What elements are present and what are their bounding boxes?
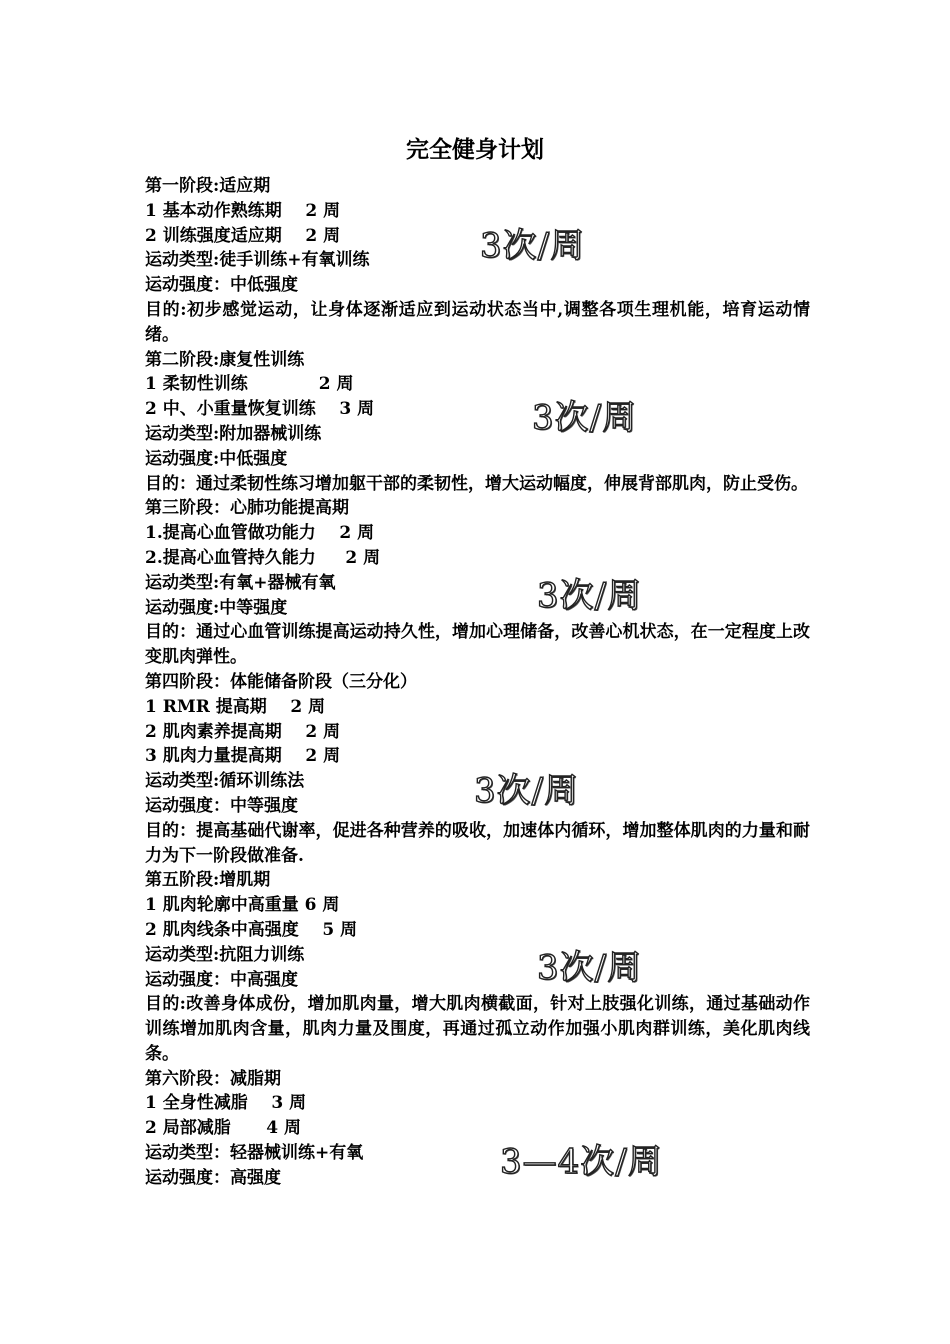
stage-1 — [145, 174, 810, 348]
stage-item: 1 全身性减脂 3 周 — [145, 1093, 307, 1114]
stage-goal: 目的:初步感觉运动，让身体逐渐适应到运动状态当中,调整各项生理机能，培育运动情绪。 — [145, 299, 810, 345]
stage-item: 1 肌肉轮廓中高重量 6 周 — [145, 895, 340, 916]
stage-item: 2 局部减脂 4 周 — [145, 1118, 302, 1139]
stage-4 — [145, 670, 810, 868]
stage-heading: 第一阶段:适应期 — [145, 176, 271, 196]
stage-goal: 目的：通过柔韧性练习增加躯干部的柔韧性，增大运动幅度，伸展背部肌肉，防止受伤。 — [145, 473, 808, 494]
stage-heading: 第五阶段:增肌期 — [145, 870, 271, 891]
stage-heading: 第二阶段:康复性训练 — [145, 349, 305, 370]
stage-item: 2 肌肉素养提高期 2 周 — [145, 721, 341, 742]
stage-item: 3 肌肉力量提高期 2 周 — [145, 746, 341, 767]
stage-heading: 第三阶段：心肺功能提高期 — [145, 498, 349, 519]
exercise-intensity: 运动强度：中等强度 — [145, 795, 298, 816]
exercise-intensity: 运动强度：中高强度 — [145, 969, 298, 990]
stage-item: 2 肌肉线条中高强度 5 周 — [145, 919, 358, 940]
stage-2 — [145, 348, 810, 497]
stage-goal: 目的：通过心血管训练提高运动持久性，增加心理储备，改善心机状态，在一定程度上改变肌肉弹性。 — [145, 622, 810, 668]
stage-item: 1 基本动作熟练期 2 周 — [145, 200, 341, 221]
exercise-type: 运动类型:附加器械训练 — [145, 423, 322, 444]
stage-item: 2 训练强度适应期 2 周 — [145, 225, 341, 246]
exercise-intensity: 运动强度：中低强度 — [145, 275, 298, 296]
frequency-callout: 3次/周 — [537, 576, 643, 616]
frequency-callout: 3—4次/周 — [500, 1142, 663, 1182]
frequency-callout: 3次/周 — [537, 948, 643, 988]
exercise-type: 运动类型:循环训练法 — [145, 771, 305, 792]
stage-goal: 目的：提高基础代谢率，促进各种营养的吸收，加速体内循环，增加整体肌肉的力量和耐力为下一阶段做准备. — [145, 820, 810, 866]
document-body — [145, 174, 810, 1191]
exercise-intensity: 运动强度:中低强度 — [145, 448, 288, 469]
frequency-callout: 3次/周 — [480, 226, 586, 266]
stage-item: 1 RMR 提高期 2 周 — [145, 696, 326, 717]
stage-item: 2.提高心血管持久能力 2 周 — [145, 547, 381, 568]
exercise-type: 运动类型:徒手训练+有氧训练 — [145, 250, 370, 271]
exercise-intensity: 运动强度:中等强度 — [145, 597, 288, 618]
exercise-type: 运动类型:有氧+器械有氧 — [145, 572, 336, 593]
frequency-callout: 3次/周 — [474, 771, 580, 811]
stage-item: 2 中、小重量恢复训练 3 周 — [145, 399, 375, 420]
stage-6 — [145, 1067, 810, 1191]
stage-3 — [145, 496, 810, 670]
stage-item: 1 柔韧性训练 2 周 — [145, 374, 354, 395]
exercise-type: 运动类型：轻器械训练+有氧 — [145, 1143, 364, 1164]
frequency-callout: 3次/周 — [532, 398, 638, 438]
exercise-type: 运动类型:抗阻力训练 — [145, 944, 305, 965]
stage-goal: 目的:改善身体成份，增加肌肉量，增大肌肉横截面，针对上肢强化训练，通过基础动作训练增加肌肉含量，肌肉力量及围度，再通过孤立动作加强小肌肉群训练，美化肌肉线条。 — [145, 994, 810, 1064]
stage-heading: 第六阶段：减脂期 — [145, 1068, 281, 1089]
page-title: 完全健身计划 — [406, 136, 544, 163]
exercise-intensity: 运动强度：高强度 — [145, 1167, 281, 1188]
stage-heading: 第四阶段：体能储备阶段（三分化） — [145, 671, 417, 692]
stage-item: 1.提高心血管做功能力 2 周 — [145, 523, 375, 544]
stage-5 — [145, 868, 810, 1066]
